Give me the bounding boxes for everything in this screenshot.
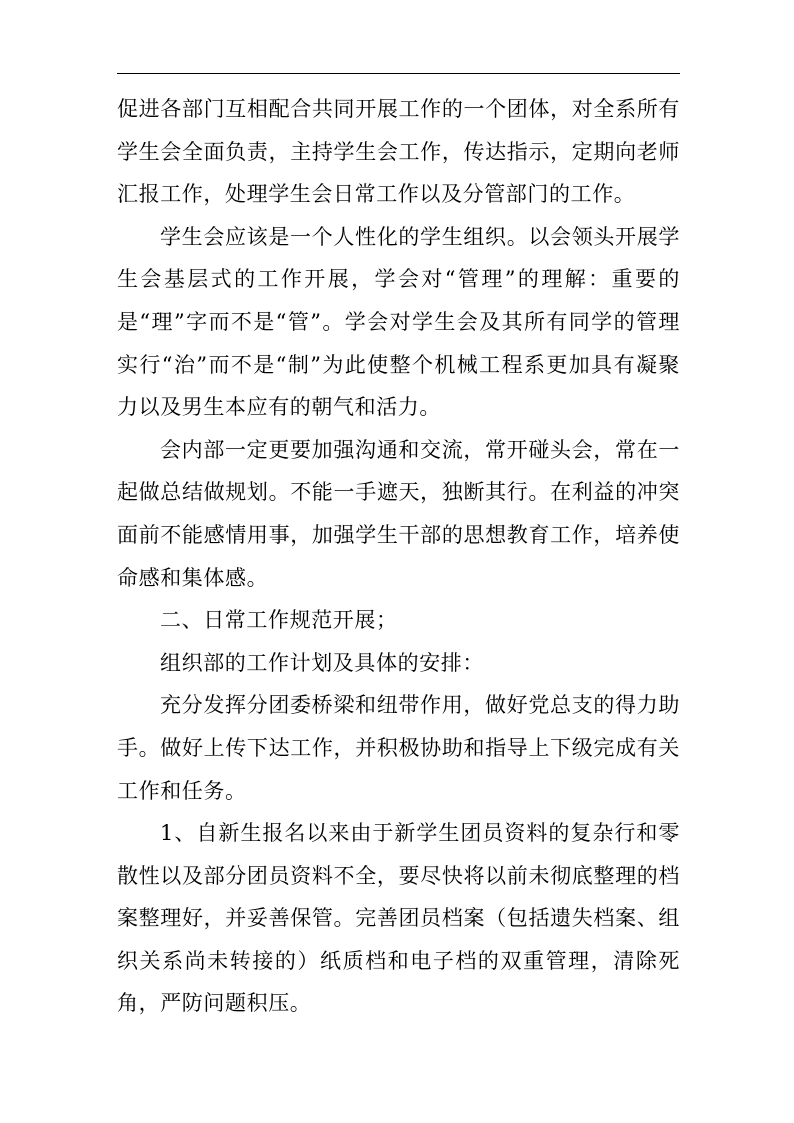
- paragraph-4: 充分发挥分团委桥梁和纽带作用，做好党总支的得力助手。做好上传下达工作，并积极协助和指导上下级完成有关工作和任务。: [117, 693, 680, 803]
- header-rule: [117, 73, 680, 74]
- paragraph-2: 学生会应该是一个人性化的学生组织。以会领头开展学生会基层式的工作开展，学会对“管理”的理解：重要的是“理”字而不是“管”。学会对学生会及其所有同学的管理实行“治”而不是“制”为此使整个机械工程系更加具有凝聚力以及男生本应有的朝气和活力。: [117, 224, 680, 420]
- subheading: 组织部的工作计划及具体的安排：: [160, 650, 484, 675]
- paragraph-3: 会内部一定更要加强沟通和交流，常开碰头会，常在一起做总结做规划。不能一手遮天，独断其行。在利益的冲突面前不能感情用事，加强学生干部的思想教育工作，培养使命感和集体感。: [117, 437, 680, 590]
- document-body: [117, 88, 680, 1025]
- paragraph-1: 促进各部门互相配合共同开展工作的一个团体，对全系所有学生会全面负责，主持学生会工作，传达指示，定期向老师汇报工作，处理学生会日常工作以及分管部门的工作。: [117, 97, 680, 207]
- list-item-1: 1、自新生报名以来由于新学生团员资料的复杂行和零散性以及部分团员资料不全，要尽快将以前未彻底整理的档案整理好，并妥善保管。完善团员档案（包括遗失档案、组织关系尚未转接的）纸质档和电子档的双重管理，清除死角，严防问题积压。: [117, 821, 680, 1016]
- section-heading: 二、日常工作规范开展；: [160, 608, 398, 633]
